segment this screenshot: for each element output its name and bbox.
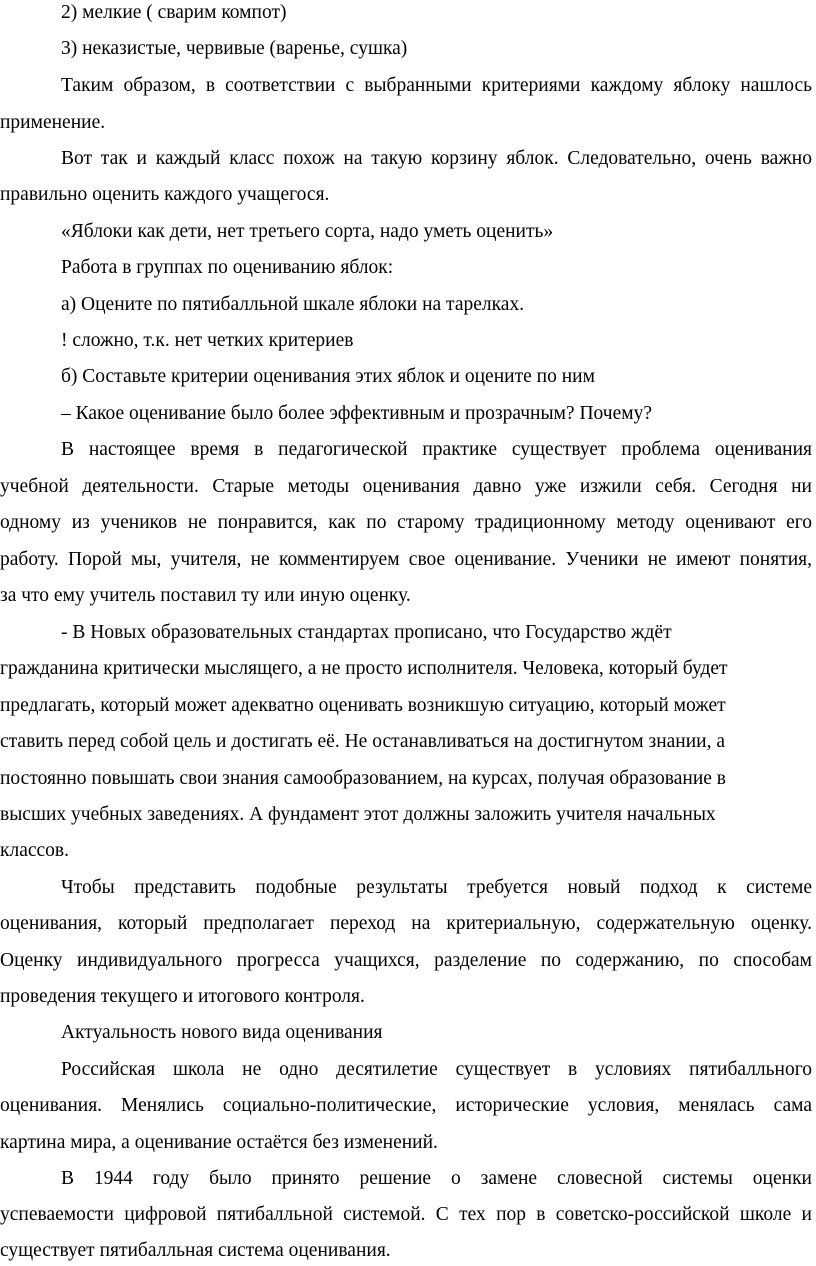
text-line: существует пятибалльная система оценивания. <box>0 1240 391 1261</box>
text-line: оценивания, который предполагает переход на критериальную, содержательную оценку. <box>0 913 812 934</box>
text-line: применение. <box>0 112 106 133</box>
text-line: оценивания. Менялись социально-политические, исторические условия, менялась сама <box>0 1095 812 1116</box>
text-line: а) Оцените по пятибалльной шкале яблоки на тарелках. <box>61 294 525 315</box>
text-line: постоянно повышать свои знания самообразованием, на курсах, получая образование в <box>0 768 727 789</box>
text-line: б) Составьте критерии оценивания этих яблок и оцените по ним <box>61 366 595 387</box>
text-line: Актуальность нового вида оценивания <box>61 1022 383 1043</box>
text-line: – Какое оценивание было более эффективным и прозрачным? Почему? <box>61 403 652 424</box>
text-line: успеваемости цифровой пятибалльной системой. С тех пор в советско-российской школе и <box>0 1204 812 1225</box>
text-line: проведения текущего и итогового контроля. <box>0 986 365 1007</box>
text-line: Российская школа не одно десятилетие существует в условиях пятибалльного <box>61 1059 812 1080</box>
text-line: Вот так и каждый класс похож на такую корзину яблок. Следовательно, очень важно <box>61 148 812 169</box>
text-line: классов. <box>0 840 70 861</box>
text-line: Таким образом, в соответствии с выбранными критериями каждому яблоку нашлось <box>61 75 812 96</box>
text-line: Работа в группах по оцениванию яблок: <box>61 257 394 278</box>
text-line: предлагать, который может адекватно оценивать возникшую ситуацию, который может <box>0 695 726 716</box>
text-line: Оценку индивидуального прогресса учащихся, разделение по содержанию, по способам <box>0 950 812 971</box>
text-line: высших учебных заведениях. А фундамент этот должны заложить учителя начальных <box>0 804 716 825</box>
text-line: работу. Порой мы, учителя, не комментируем свое оценивание. Ученики не имеют понятия, <box>0 549 812 570</box>
text-line: 2) мелкие ( сварим компот) <box>61 2 287 23</box>
text-line: одному из учеников не понравится, как по старому традиционному методу оценивают его <box>0 512 812 533</box>
text-line: учебной деятельности. Старые методы оценивания давно уже изжили себя. Сегодня ни <box>0 476 812 497</box>
text-line: В настоящее время в педагогической практике существует проблема оценивания <box>61 439 812 460</box>
text-line: ставить перед собой цель и достигать её. Не останавливаться на достигнутом знании, а <box>0 731 726 752</box>
text-line: «Яблоки как дети, нет третьего сорта, надо уметь оценить» <box>61 221 554 242</box>
text-line: правильно оценить каждого учащегося. <box>0 184 330 205</box>
text-line: за что ему учитель поставил ту или иную оценку. <box>0 585 411 606</box>
text-line: картина мира, а оценивание остаётся без изменений. <box>0 1132 438 1153</box>
text-line: 3) неказистые, червивые (варенье, сушка) <box>61 38 408 59</box>
text-line: ! сложно, т.к. нет четких критериев <box>61 330 354 351</box>
text-line: - В Новых образовательных стандартах прописано, что Государство ждёт <box>61 622 672 643</box>
text-line: гражданина критически мыслящего, а не просто исполнителя. Человека, который будет <box>0 658 728 679</box>
text-line: Чтобы представить подобные результаты требуется новый подход к системе <box>61 877 812 898</box>
text-line: В 1944 году было принято решение о замене словесной системы оценки <box>61 1168 812 1189</box>
